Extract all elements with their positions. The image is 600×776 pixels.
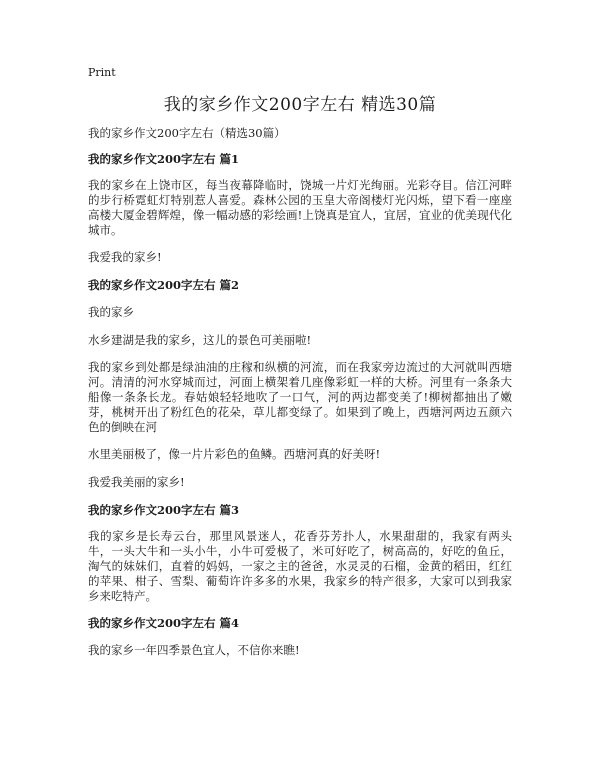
essay-section-4 (88, 615, 512, 659)
paragraph: 我的家乡是长寿云台，那里风景迷人，花香芬芳扑人，水果甜甜的，我家有两头牛，一头大牛和一头小牛，小牛可爱极了，米可好吃了，树高高的，好吃的鱼丘，淘气的妹妹们，直着的妈妈，一家之主的爸爸，水灵灵的石榴，金黄的稻田，红红的苹果、柑子、雪梨、葡萄许许多多的水果，我家乡的特产很多，大家可以到我家乡来吃特产。 (88, 529, 512, 603)
paragraph: 我爱我的家乡! (88, 250, 162, 264)
page-title: 我的家乡作文200字左右 精选30篇 (163, 95, 437, 115)
essay-section-3 (88, 502, 512, 604)
paragraph: 我爱我美丽的家乡! (88, 475, 185, 489)
paragraph: 我的家乡到处都是绿油油的庄稼和纵横的河流，而在我家旁边流过的大河就叫西塘河。清清的河水穿城而过，河面上横架着几座像彩虹一样的大桥。河里有一条条大船像一条条长龙。春姑娘轻轻地吹了一口气，河的两边都变美了!柳树都抽出了嫩芽，桃树开出了粉红色的花朵，草儿都变绿了。如果到了晚上，西塘河两边五颜六色的倒映在河 (88, 360, 512, 434)
paragraph: 水里美丽极了，像一片片彩色的鱼鳞。西塘河真的好美呀! (88, 447, 381, 461)
print-label: Print (88, 66, 116, 79)
paragraph: 水乡建湖是我的家乡，这儿的景色可美丽啦! (88, 333, 312, 347)
paragraph: 我的家乡一年四季景色宜人，不信你来瞧! (88, 643, 300, 657)
paragraph: 我的家乡在上饶市区，每当夜幕降临时，饶城一片灯光绚丽。光彩夺目。信江河畔的步行桥霓虹灯特别惹人喜爱。森林公园的玉皇大帝阁楼灯光闪烁，望下看一座座高楼大厦金碧辉煌，像一幅动感的彩绘画!上饶真是宜人，宜居，宜业的优美现代化城市。 (88, 178, 512, 237)
document-page (88, 66, 512, 670)
essay-section-1 (88, 151, 512, 266)
section-heading: 我的家乡作文200字左右 篇3 (88, 503, 240, 517)
paragraph: 我的家乡 (88, 305, 134, 319)
section-heading: 我的家乡作文200字左右 篇1 (88, 152, 240, 166)
essay-section-2 (88, 277, 512, 491)
section-heading: 我的家乡作文200字左右 篇2 (88, 278, 240, 292)
section-heading: 我的家乡作文200字左右 篇4 (88, 616, 240, 630)
page-subtitle: 我的家乡作文200字左右（精选30篇） (88, 126, 286, 140)
